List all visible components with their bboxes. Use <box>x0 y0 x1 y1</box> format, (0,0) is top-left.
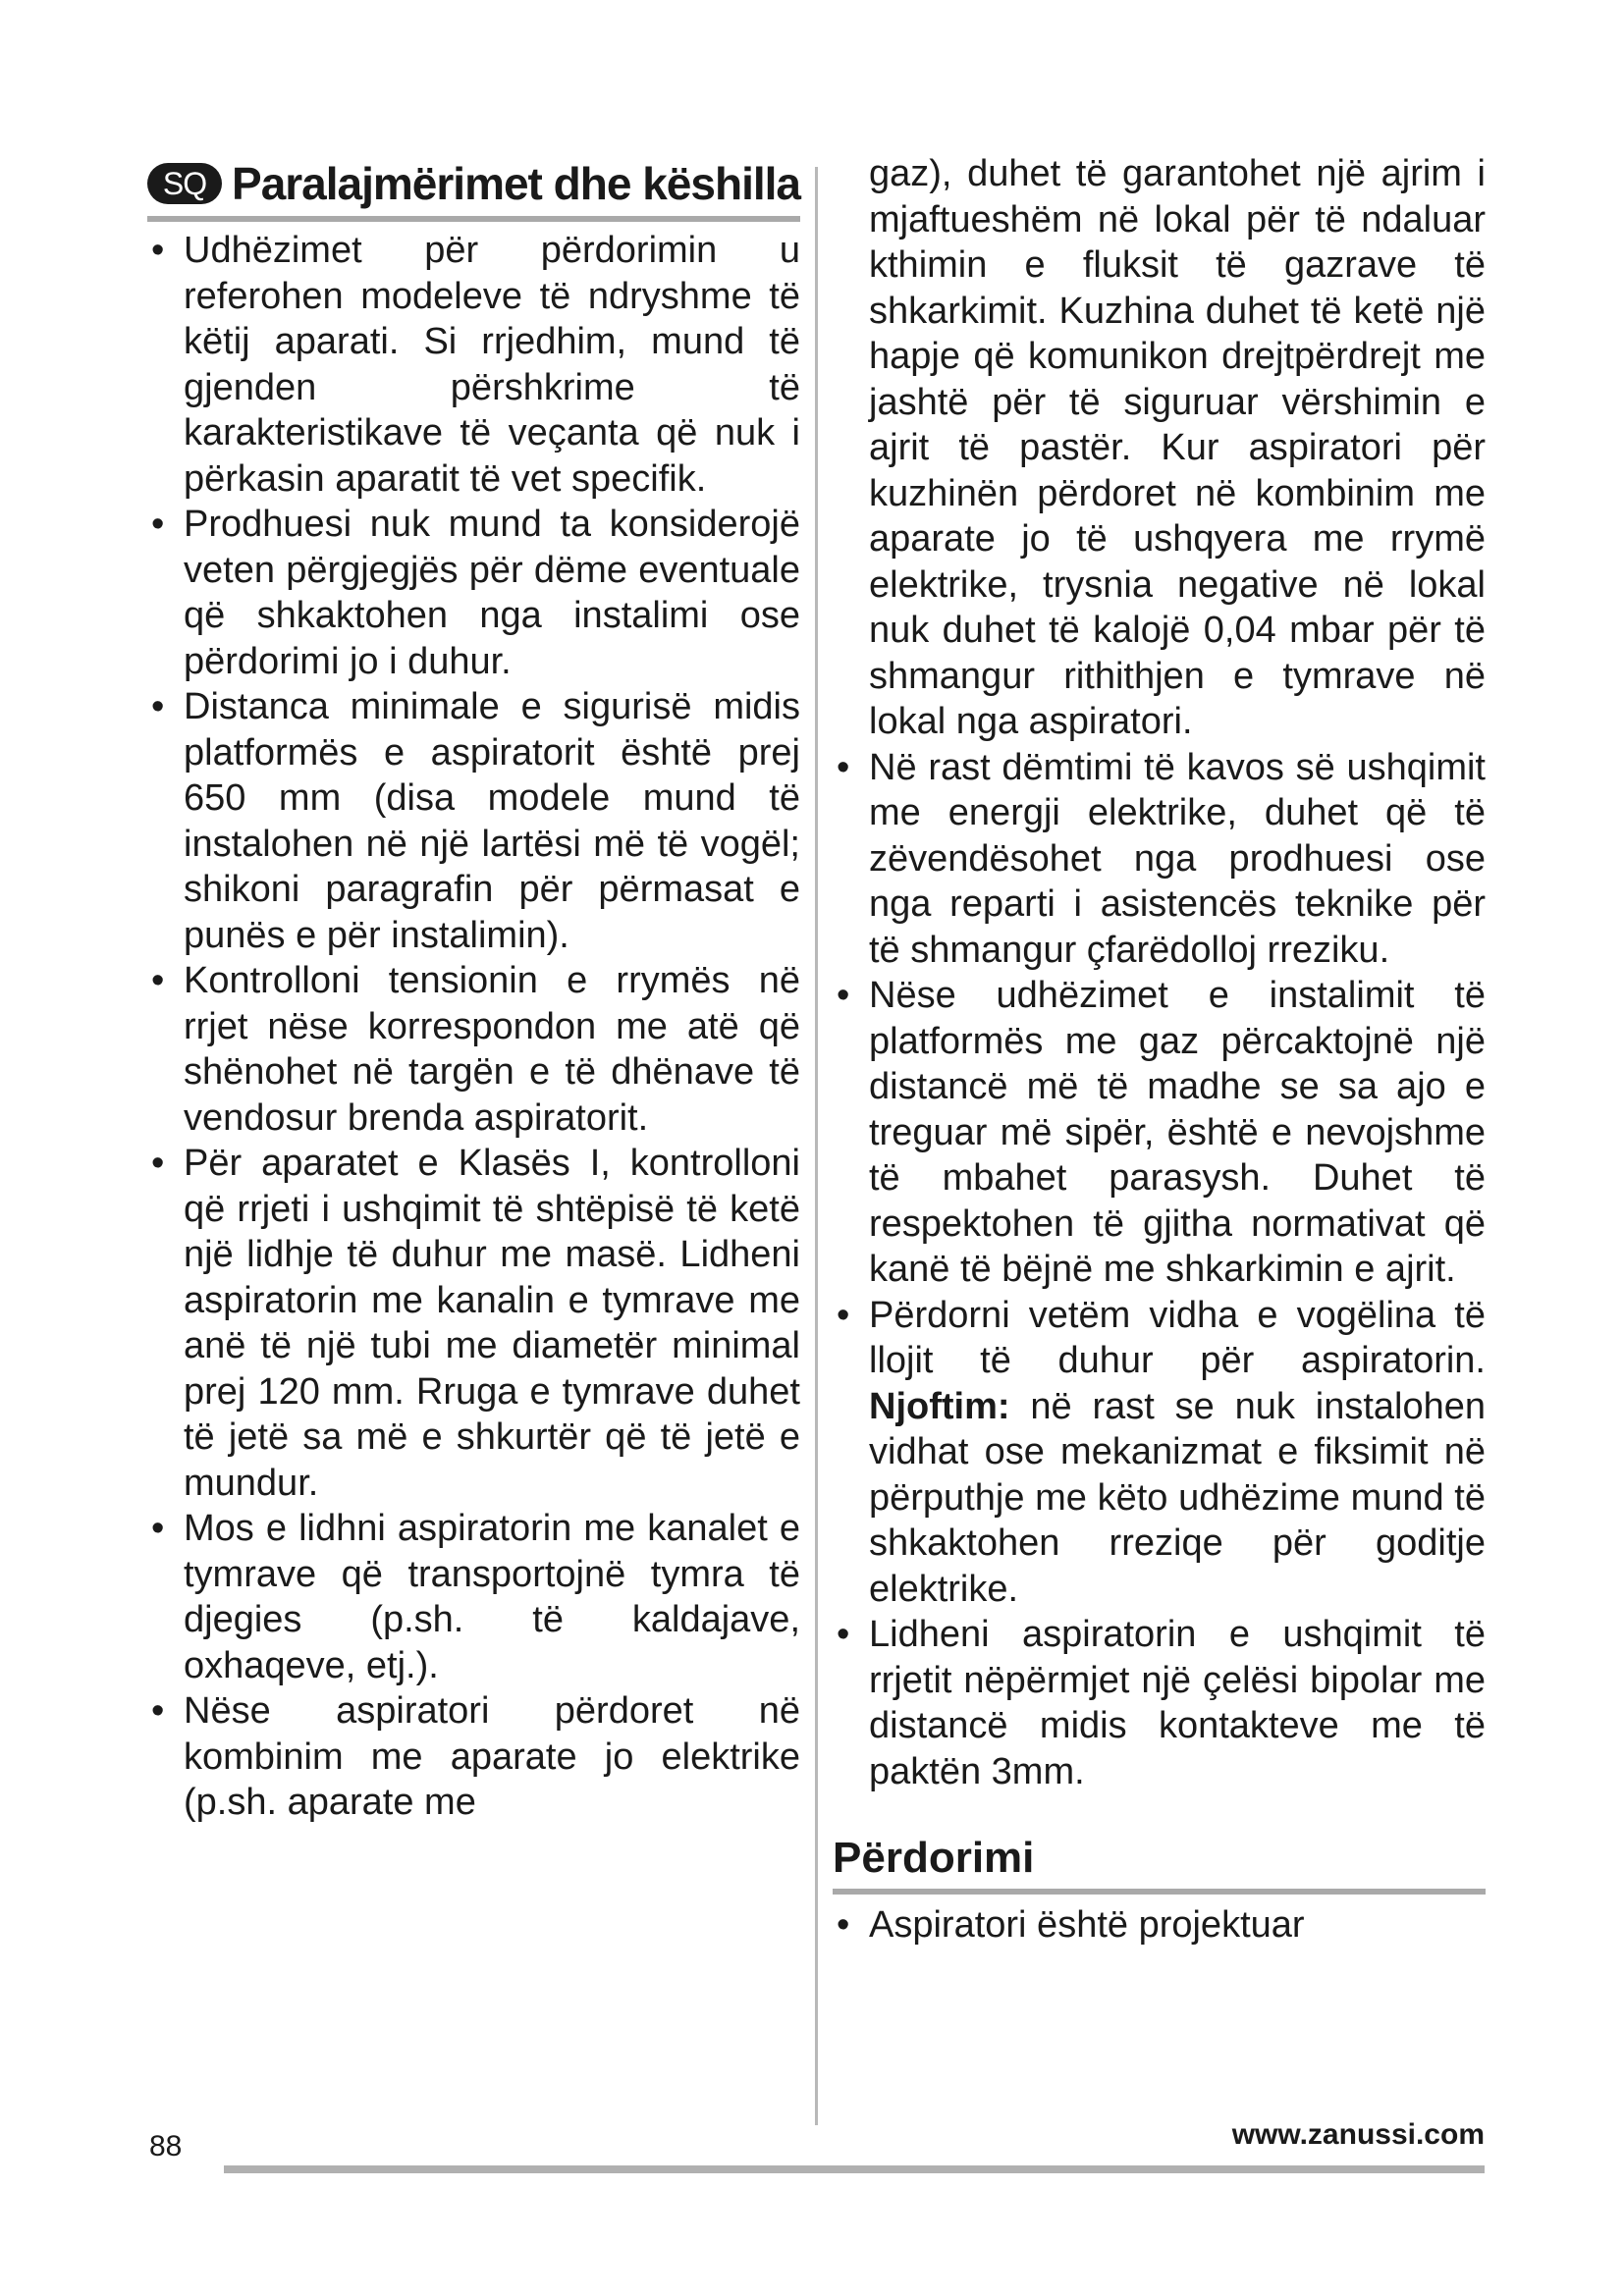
page-number: 88 <box>149 2130 183 2163</box>
language-badge: SQ <box>147 163 222 204</box>
list-item: • Prodhuesi nuk mund ta konsiderojë veten përgjegjës për dëme eventuale që shkaktohen nga instalimi ose përdorimi jo i duhur. <box>147 502 800 684</box>
left-column <box>147 157 800 1826</box>
list-item <box>833 1293 1486 1613</box>
list-item-text: Përdorni vetëm vidha e vogëlina të llojit të duhur për aspiratorin. <box>869 1294 1486 1381</box>
footer-url: www.zanussi.com <box>1231 2118 1485 2151</box>
warnings-list-continued <box>833 745 1486 1795</box>
column-divider <box>815 167 818 2125</box>
list-item: • Në rast dëmtimi të kavos së ushqimit me energji elektrike, duhet që të zëvendësohet nga prodhuesi ose nga reparti i asistencës teknike për të shmangur çfarëdolloj rreziku. <box>833 745 1486 974</box>
list-item: • Udhëzimet për përdorimin u referohen modeleve të ndryshme të këtij aparati. Si rrjedhim, mund të gjenden përshkrime të karakteristikave të veçanta që nuk i përkasin aparatit të vet specifik. <box>147 228 800 502</box>
list-item-continuation: gaz), duhet të garantohet një ajrim i mjaftueshëm në lokal për të ndaluar kthimin e fluksit të gazrave të shkarkimit. Kuzhina duhet të ketë një hapje që komunikon drejtpërdrejt me jashtë për të siguruar vërshimin e ajrit të pastër. Kur aspiratori për kuzhinën përdoret në kombinim me aparate jo të ushqyera me rrymë elektrike, trysnia negative në lokal nuk duhet të kalojë 0,04 mbar për të shmangur rithithjen e tymrave në lokal nga aspiratori. <box>869 153 1486 742</box>
list-item: • Nëse aspiratori përdoret në kombinim me aparate jo elektrike (p.sh. aparate me <box>147 1688 800 1826</box>
list-item: • Për aparatet e Klasës I, kontrolloni që rrjeti i ushqimit të shtëpisë të ketë një lidhje të duhur me masë. Lidheni aspiratorin me kanalin e tymrave me anë të një tubi me diametër minimal prej 120 mm. Rruga e tymrave duhet të jetë sa më e shkurtër që të jetë e mundur. <box>147 1141 800 1506</box>
warnings-list <box>147 228 800 1826</box>
section-title: Paralajmërimet dhe këshilla <box>232 158 800 209</box>
note-text: në rast se nuk instalohen vidhat ose mekanizmat e fiksimit në përputhje me këto udhëzime mund të shkaktohen rreziqe për goditje elektrike. <box>869 1385 1486 1610</box>
usage-section-title: Përdorimi <box>833 1834 1486 1895</box>
list-item: • Mos e lidhni aspiratorin me kanalet e tymrave që transportojnë tymra të djegies (p.sh. të kaldajave, oxhaqeve, etj.). <box>147 1506 800 1688</box>
footer-rule <box>224 2165 1485 2173</box>
list-item: • Nëse udhëzimet e instalimit të platformës me gaz përcaktojnë një distancë më të madhe se sa ajo e treguar më sipër, është e nevojshme të mbahet parasysh. Duhet të respektohen të gjitha normativat që kanë të bëjnë me shkarkimin e ajrit. <box>833 973 1486 1293</box>
section-heading <box>147 157 800 222</box>
note-label: Njoftim: <box>869 1385 1010 1427</box>
list-item: • Lidheni aspiratorin e ushqimit të rrjetit nëpërmjet një çelësi bipolar me distancë midis kontakteve me të paktën 3mm. <box>833 1612 1486 1794</box>
list-item: • Distanca minimale e sigurisë midis platformës e aspiratorit është prej 650 mm (disa modele mund të instalohen në një lartësi më të vogël; shikoni paragrafin për përmasat e punës e për instalimin). <box>147 684 800 958</box>
usage-list <box>833 1902 1486 1949</box>
right-column <box>833 151 1486 1949</box>
list-item: • Kontrolloni tensionin e rrymës në rrjet nëse korrespondon me atë që shënohet në targën e të dhënave të vendosur brenda aspiratorit. <box>147 958 800 1141</box>
list-item: • Aspiratori është projektuar <box>833 1902 1486 1949</box>
